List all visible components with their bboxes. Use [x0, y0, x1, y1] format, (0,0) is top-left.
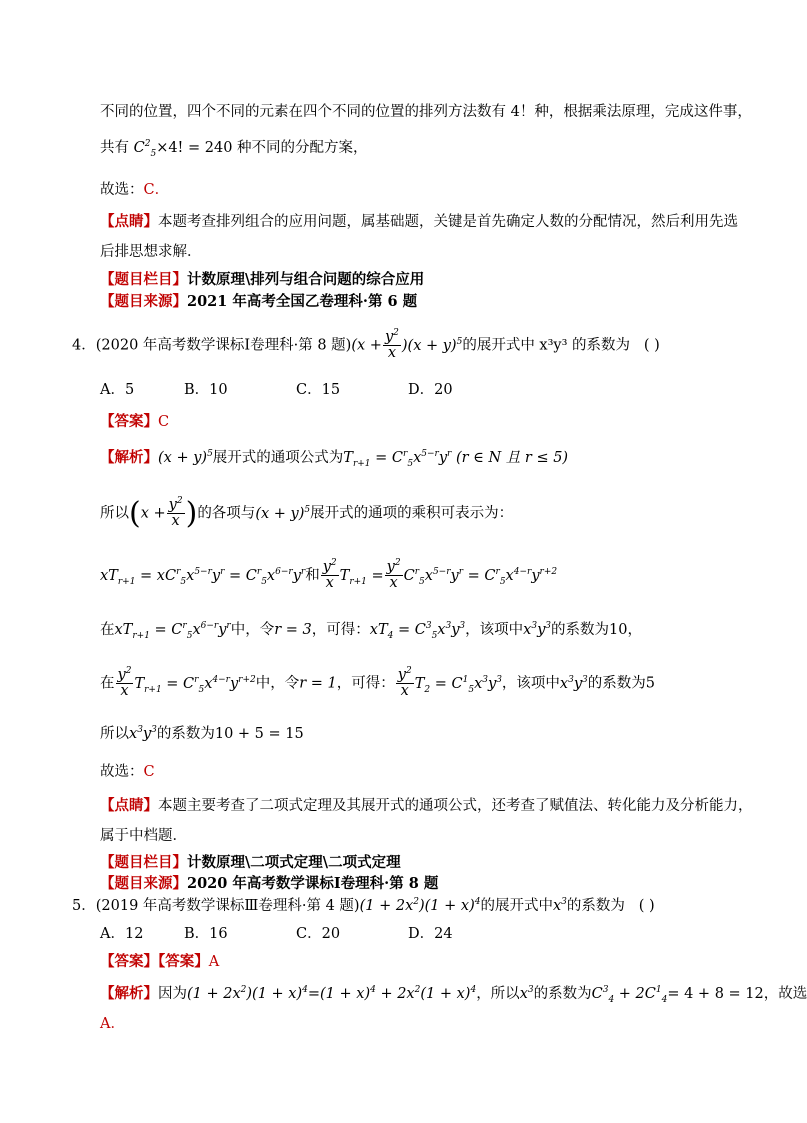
q5-analysis: 【解析】因为$(1 + 2x^2)(1 + x)^4=(1 + x)^4 + 2x^2(1 + x)^4$，所以$x^3$的系数为$C^3_4 + 2C^1_4= 4 + 8 = 12$，故选 [100, 985, 807, 1005]
q4-step-1: 在$xT_{r+1} = C^r_5x^{6-r}y^r$中，令r = 3，可得：$xT_4 = C^3_5x^3y^3$，该项中$x^3y^3$的系数为10， [100, 621, 642, 641]
q5-options [100, 922, 453, 943]
q3-text-line-1: 不同的位置，四个不同的元素在四个不同的位置的排列方法数有 4！种，根据乘法原理，完成这件事， [100, 104, 752, 120]
q5-stem: 5．(2019 年高考数学课标Ⅲ卷理科·第 4 题)$(1 + 2x^2)(1 + x)^4$的展开式中$x^3$的系数为 ( ) [72, 897, 655, 914]
q3-source: 【题目来源】2021 年高考全国乙卷理科·第 6 题 [100, 293, 418, 310]
q4-comment-line-1: 【点睛】本题主要考查了二项式定理及其展开式的通项公式，还考查了赋值法、转化能力及分析能力， [100, 797, 753, 814]
q5-analysis-end: A． [100, 1016, 125, 1032]
q5-option-a: A．12 [100, 926, 144, 942]
q3-text-line-2: 共有 $C^2_5\times 4$! = 240 种不同的分配方案， [100, 139, 368, 159]
q3-comment-line-2: 后排思想求解． [100, 244, 202, 260]
q3-comment-line-1: 【点睛】本题考查排列组合的应用问题，属基础题，关键是首先确定人数的分配情况，然后利用先选 [100, 213, 738, 230]
q4-options [100, 378, 453, 399]
q4-option-a: A．5 [100, 382, 135, 398]
q4-comment-line-2: 属于中档题． [100, 828, 187, 844]
q4-analysis-line-2: 所以(x + $\frac{y^2}{x}$ )的各项与$(x + y)^5$展开式的通项的乘积可表示为： [100, 496, 514, 531]
q5-option-b: B．16 [184, 926, 228, 942]
q4-choose: 故选：C [100, 764, 155, 780]
q3-combination: $C^2_5$ [133, 139, 157, 159]
q4-option-d: D．20 [408, 382, 453, 398]
q4-option-b: B．10 [184, 382, 228, 398]
q4-source: 【题目来源】2020 年高考数学课标Ⅰ卷理科·第 8 题 [100, 875, 439, 892]
q4-column: 【题目栏目】计数原理\二项式定理\二项式定理 [100, 854, 401, 871]
q3-choose: 故选：C． [100, 182, 170, 198]
q5-option-d: D．24 [408, 926, 453, 942]
q4-answer: 【答案】C [100, 413, 170, 430]
q5-answer: 【答案】【答案】A [100, 953, 220, 970]
q5-option-c: C．20 [296, 926, 341, 942]
q4-option-c: C．15 [296, 382, 341, 398]
q4-analysis-line-1: 【解析】$(x + y)^5$展开式的通项公式为$T_{r+1} = C^r_5x^{5-r}y^r$ (r ∈ N 且 r ≤ 5) [100, 449, 569, 469]
q4-stem: 4．(2020 年高考数学课标Ⅰ卷理科·第 8 题)(x + $\frac{y^2}{x}$ )$(x + y)^5$的展开式中 x³y³ 的系数为 ( ) [72, 328, 660, 361]
q4-conclusion: 所以$x^3y^3$的系数为10 + 5 = 15 [100, 725, 304, 742]
q3-column: 【题目栏目】计数原理\排列与组合问题的综合应用 [100, 271, 425, 288]
q4-product-formula: $xT_{r+1} = xC^r_5x^{5-r}y^r = C^r_5x^{6-r}y^r$和 $\frac{y^2}{x}$ $T_{r+1}$ = $\frac{y^2}{x}$ $C^r_5x^{5-r}y^r = C^r_5x^{4-r}y^{r+2}$ [100, 558, 558, 591]
q4-step-2: 在 $\frac{y^2}{x}$ $T_{r+1} = C^r_5x^{4-r}y^{r+2}$中，令r = 1，可得： $\frac{y^2}{x}$ $T_2 = C^1_5x^3y^3$，该项中$x^3y^3$的系数为5 [100, 666, 656, 699]
